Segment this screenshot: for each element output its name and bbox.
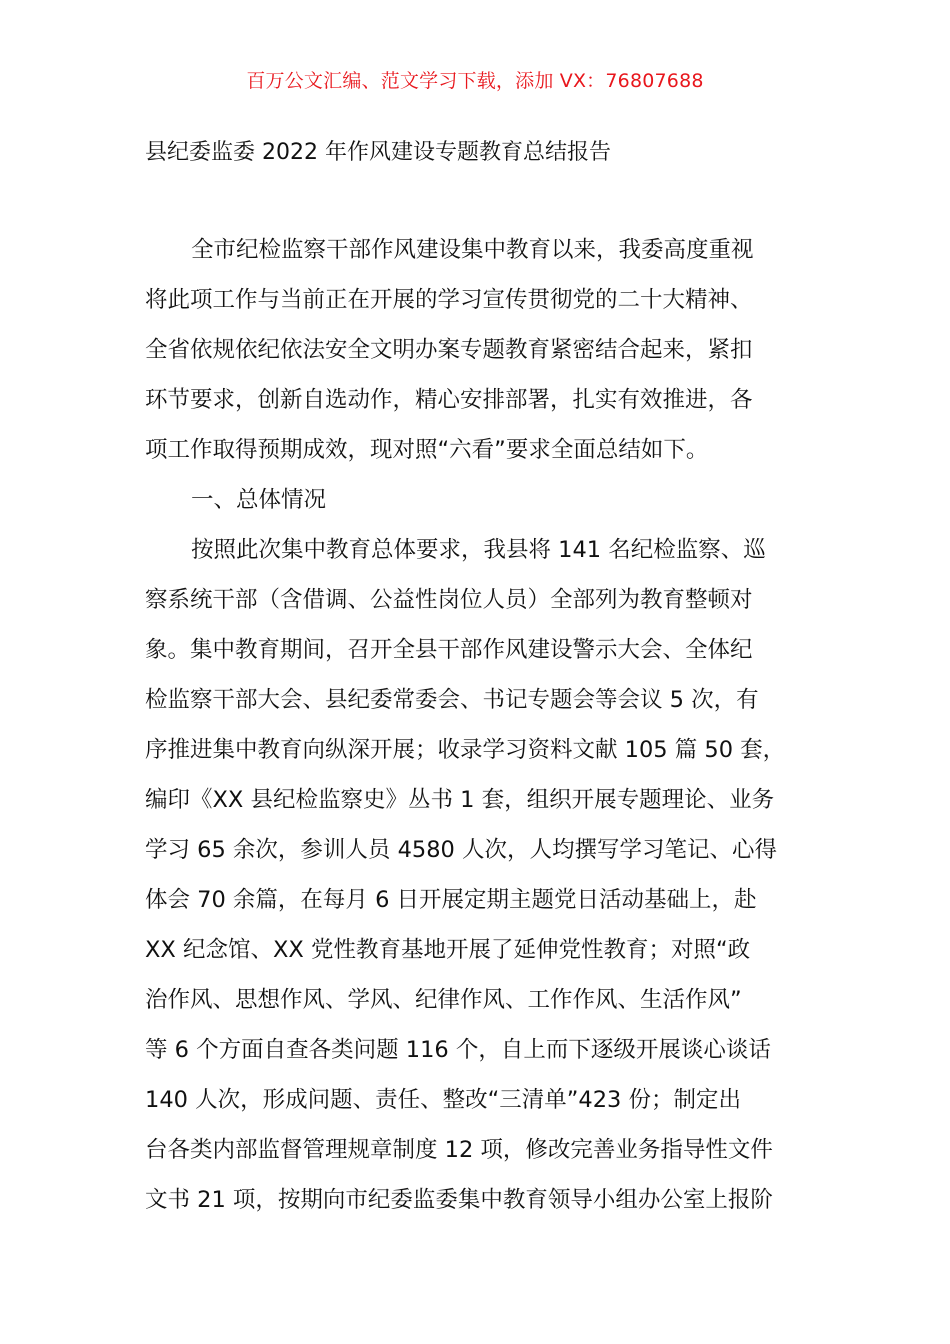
paragraph-overview-line: 治作风、思想作风、学风、纪律作风、工作作风、生活作风”: [145, 987, 742, 1013]
paragraph-intro-line: 将此项工作与当前正在开展的学习宣传贯彻党的二十大精神、: [145, 287, 753, 313]
paragraph-overview-line: 台各类内部监督管理规章制度 12 项，修改完善业务指导性文件: [145, 1137, 773, 1163]
paragraph-overview-line: 等 6 个方面自查各类问题 116 个，自上而下逐级开展谈心谈话: [145, 1037, 771, 1063]
paragraph-overview-line: 按照此次集中教育总体要求，我县将 141 名纪检监察、巡: [191, 537, 766, 563]
document-title: 县纪委监委 2022 年作风建设专题教育总结报告: [145, 140, 611, 165]
document-body: [145, 228, 835, 1228]
paragraph-overview-line: 象。集中教育期间，召开全县干部作风建设警示大会、全体纪: [145, 637, 753, 663]
paragraph-overview-line: XX 纪念馆、XX 党性教育基地开展了延伸党性教育；对照“政: [145, 937, 751, 963]
paragraph-overview-line: 察系统干部（含借调、公益性岗位人员）全部列为教育整顿对: [145, 587, 753, 613]
paragraph-overview-line: 序推进集中教育向纵深开展；收录学习资料文献 105 篇 50 套，: [145, 737, 786, 763]
paragraph-intro-line: 全省依规依纪依法安全文明办案专题教育紧密结合起来，紧扣: [145, 337, 753, 363]
paragraph-overview-line: 文书 21 项，按期向市纪委监委集中教育领导小组办公室上报阶: [145, 1187, 773, 1213]
paragraph-overview-line: 140 人次，形成问题、责任、整改“三清单”423 份；制定出: [145, 1087, 742, 1113]
promo-header: 百万公文汇编、范文学习下载，添加 VX：76807688: [246, 70, 704, 92]
paragraph-overview-line: 学习 65 余次，参训人员 4580 人次，人均撰写学习笔记、心得: [145, 837, 778, 863]
paragraph-intro-line: 全市纪检监察干部作风建设集中教育以来，我委高度重视: [191, 237, 754, 263]
paragraph-overview-line: 检监察干部大会、县纪委常委会、书记专题会等会议 5 次，有: [145, 687, 759, 713]
paragraph-intro-line: 环节要求，创新自选动作，精心安排部署，扎实有效推进，各: [145, 387, 753, 413]
paragraph-overview-line: 编印《XX 县纪检监察史》丛书 1 套，组织开展专题理论、业务: [145, 787, 775, 813]
paragraph-overview-line: 体会 70 余篇，在每月 6 日开展定期主题党日活动基础上，赴: [145, 887, 757, 913]
paragraph-intro-line: 项工作取得预期成效，现对照“六看”要求全面总结如下。: [145, 437, 709, 463]
section-heading: 一、总体情况: [191, 487, 327, 513]
